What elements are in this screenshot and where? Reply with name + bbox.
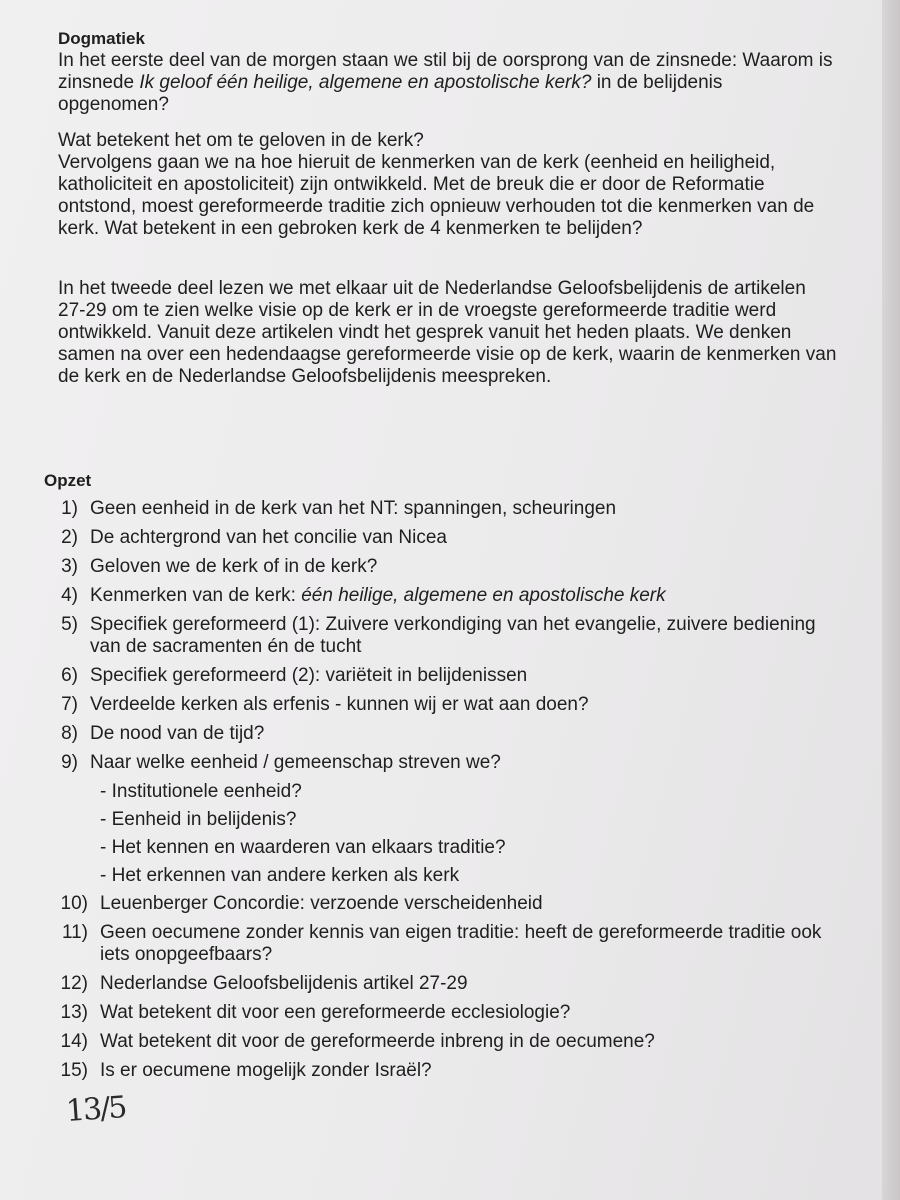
creed-quote: Ik geloof één heilige, algemene en apostolische kerk?: [139, 72, 592, 93]
sub-item: - Het erkennen van andere kerken als kerk: [100, 865, 460, 886]
p3-line: ontwikkeld. Vanuit deze artikelen vindt het gesprek vanuit het heden plaats. We denken: [58, 322, 792, 343]
p1-line: zinsnede: [58, 72, 140, 93]
paragraph-3: [58, 278, 838, 388]
p2-line: kerk. Wat betekent in een gebroken kerk de 4 kenmerken te belijden?: [58, 218, 643, 239]
opzet-list: [44, 498, 844, 774]
paragraph-2: [58, 130, 838, 240]
sub-item: - Eenheid in belijdenis?: [100, 809, 297, 830]
list-item: 14) Wat betekent dit voor de gereformeerde inbreng in de oecumene?: [60, 1031, 655, 1052]
p2-line: Vervolgens gaan we na hoe hieruit de kenmerken van de kerk (eenheid en heiligheid,: [58, 152, 776, 173]
paragraph-1: [58, 50, 838, 116]
list-item: 13) Wat betekent dit voor een gereformeerde ecclesiologie?: [60, 1002, 571, 1023]
list-item: 1) Geen eenheid in de kerk van het NT: spanningen, scheuringen: [61, 498, 617, 519]
p3-line: samen na over een hedendaagse gereformeerde visie op de kerk, waarin de kenmerken van: [58, 344, 837, 365]
p3-line: de kerk en de Nederlandse Geloofsbelijdenis meespreken.: [58, 366, 552, 387]
p2-line: katholiciteit en apostoliciteit) zijn ontwikkeld. Met de breuk die er door de Reformatie: [58, 174, 765, 195]
section-heading: Dogmatiek: [58, 29, 145, 48]
list-item: 10) Leuenberger Concordie: verzoende verscheidenheid: [60, 893, 543, 914]
p1-line: In het eerste deel van de morgen staan we stil bij de oorsprong van de zinsnede: Waarom is: [58, 50, 833, 71]
list-item: 2) De achtergrond van het concilie van Nicea: [61, 527, 447, 548]
list-item: 7) Verdeelde kerken als erfenis - kunnen wij er wat aan doen?: [61, 694, 589, 715]
dogmatiek-section: [58, 28, 838, 388]
list-item: 3) Geloven we de kerk of in de kerk?: [61, 556, 378, 577]
list-item: 6) Specifiek gereformeerd (2): variëteit in belijdenissen: [61, 665, 528, 686]
creed-quote: één heilige, algemene en apostolische kerk: [301, 585, 666, 606]
p2-line: Wat betekent het om te geloven in de kerk?: [58, 130, 424, 151]
list-item: 5) Specifiek gereformeerd (1): Zuivere verkondiging van het evangelie, zuivere bediening van de sacramenten én de tucht: [61, 614, 816, 657]
list-item: 8) De nood van de tijd?: [61, 723, 265, 744]
list-item: 4) Kenmerken van de kerk: één heilige, algemene en apostolische kerk: [61, 585, 666, 606]
p3-line: In het tweede deel lezen we met elkaar uit de Nederlandse Geloofsbelijdenis de artikelen: [58, 278, 806, 299]
list-item: 12) Nederlandse Geloofsbelijdenis artikel 27-29: [60, 973, 468, 994]
list-item: 15) Is er oecumene mogelijk zonder Israël?: [60, 1060, 432, 1081]
opzet-list-continued: [44, 893, 844, 1082]
paper-edge: [882, 0, 900, 1200]
p3-line: 27-29 om te zien welke visie op de kerk er in de vroegste gereformeerde traditie werd: [58, 300, 777, 321]
list-item: 11) Geen oecumene zonder kennis van eigen traditie: heeft de gereformeerde traditie ook iets onopgeefbaars?: [61, 922, 822, 965]
p1-line: in de belijdenis opgenomen?: [58, 72, 723, 115]
opzet-section: [44, 470, 844, 1089]
sub-item: - Institutionele eenheid?: [100, 781, 302, 802]
handwritten-annotation: 13/5: [64, 1089, 127, 1130]
sub-item: - Het kennen en waarderen van elkaars traditie?: [100, 837, 506, 858]
list-item: 9) Naar welke eenheid / gemeenschap streven we?: [61, 752, 501, 773]
opzet-heading: Opzet: [44, 471, 92, 490]
p2-line: ontstond, moest gereformeerde traditie zich opnieuw verhouden tot die kenmerken van de: [58, 196, 815, 217]
